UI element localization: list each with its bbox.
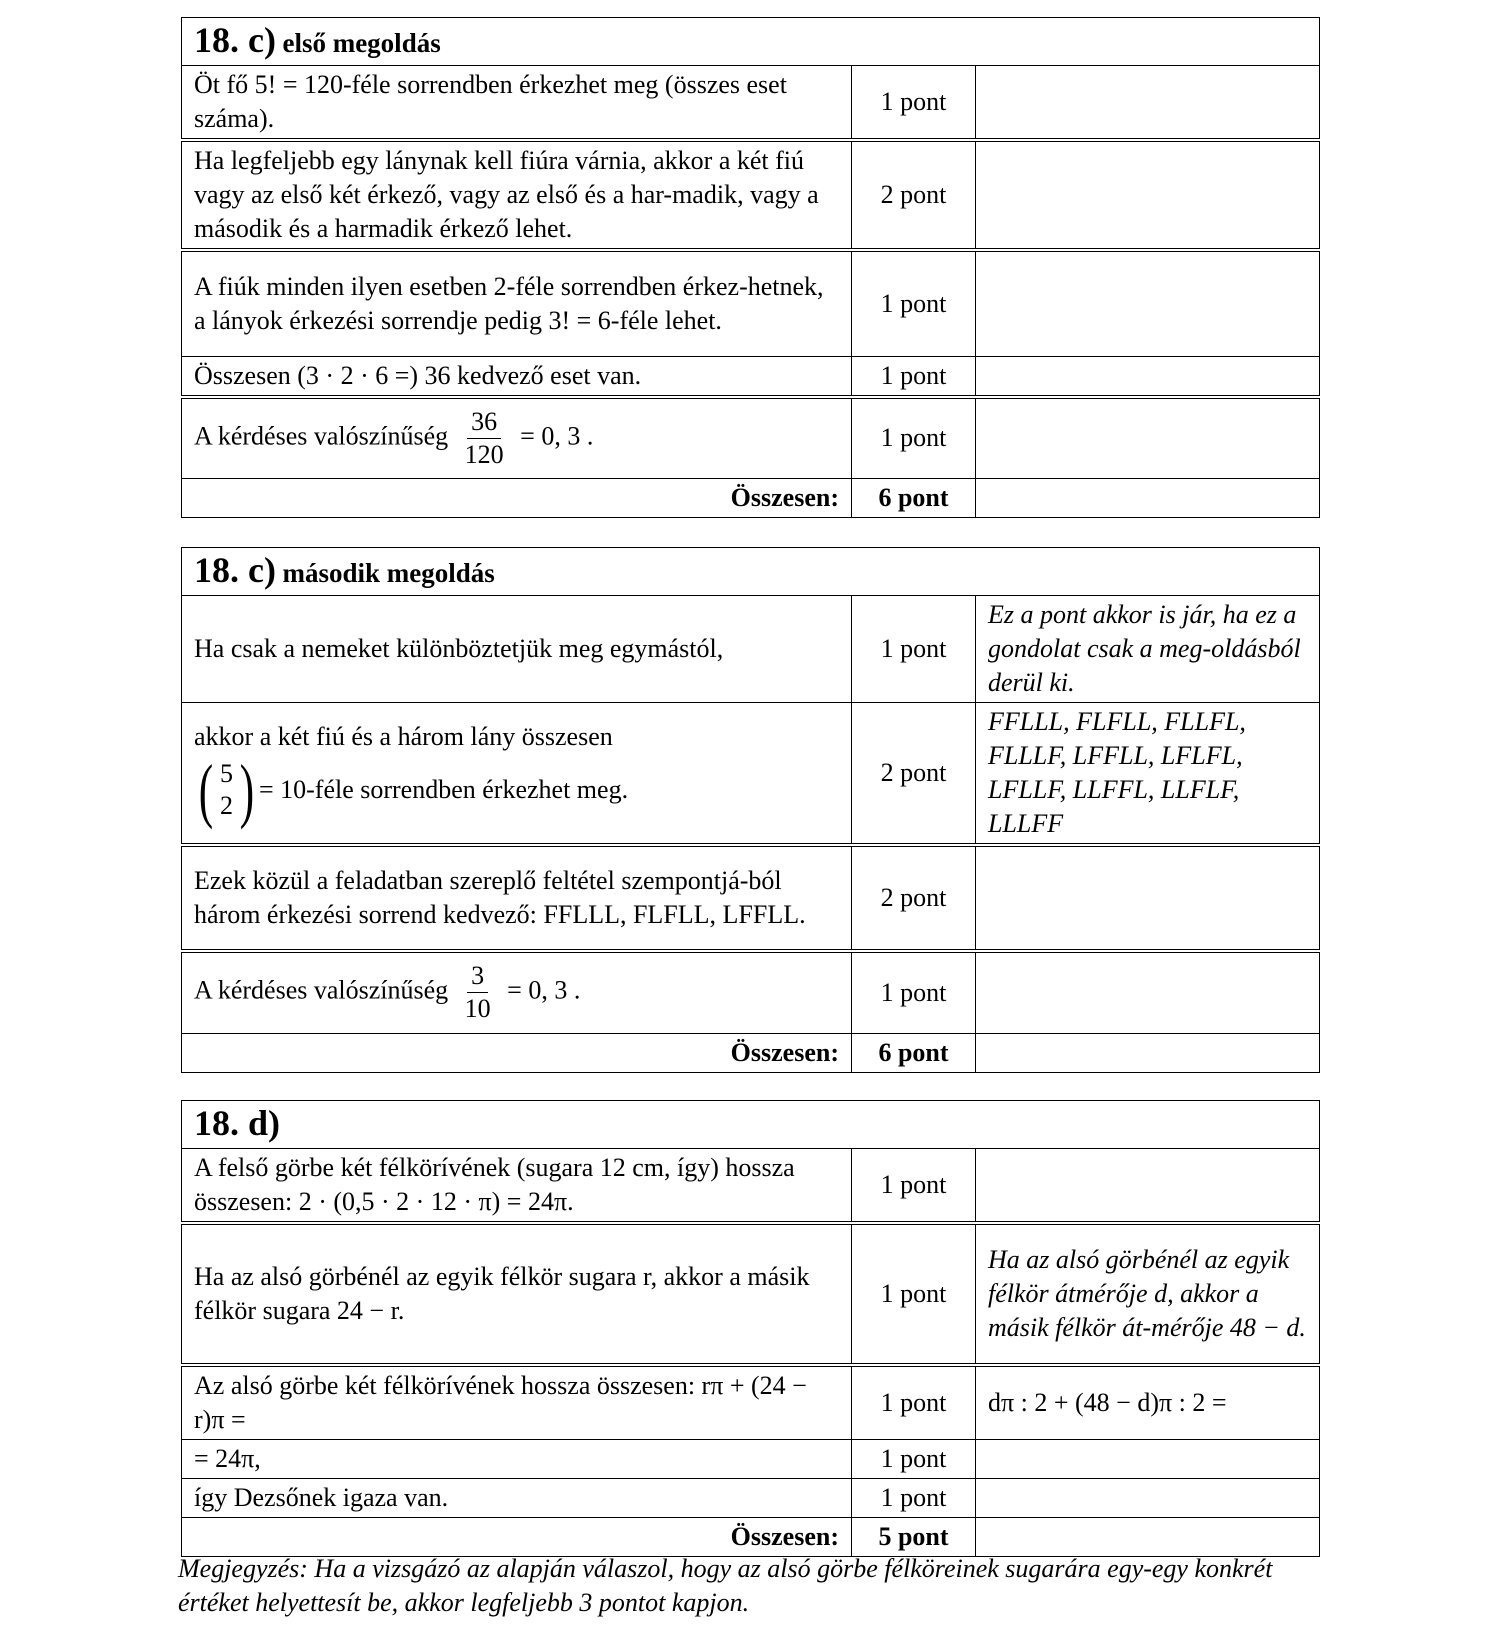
solution-step: Az alsó görbe két félkörívének hossza összesen: rπ + (24 − r)π = (182, 1365, 852, 1440)
section-title: második megoldás (282, 557, 495, 588)
section-18c-second-table (181, 547, 1320, 1073)
step-points: 1 pont (852, 1223, 976, 1365)
probability-step (182, 951, 852, 1033)
fraction-numerator: 36 (467, 406, 501, 439)
total-note (976, 479, 1320, 518)
step-note (976, 250, 1320, 356)
solution-step: A felső görbe két félkörívének (sugara 12 cm, így) hossza összesen: 2 · (0,5 · 2 · 12 · π) = 24π. (182, 1149, 852, 1224)
step-points: 1 pont (852, 951, 976, 1033)
binomial-result: = 10-féle sorrendben érkezhet meg. (258, 775, 629, 804)
probability-prefix: A kérdéses valószínűség (194, 421, 449, 451)
total-label: Összesen: (182, 1033, 852, 1072)
binomial-bottom: 2 (219, 791, 233, 820)
step-points: 1 pont (852, 250, 976, 356)
total-points: 5 pont (852, 1518, 976, 1557)
probability-result: = 0, 3 . (520, 421, 594, 451)
fraction-numerator: 3 (467, 960, 488, 993)
solution-step: = 24π, (182, 1440, 852, 1479)
binomial-values (220, 758, 233, 822)
total-note (976, 1518, 1320, 1557)
task-number: 18. c) (194, 19, 276, 60)
probability-prefix: A kérdéses valószínűség (194, 975, 449, 1005)
section-18d-table (181, 1100, 1320, 1557)
step-note (976, 845, 1320, 951)
step-note: dπ : 2 + (48 − d)π : 2 = (976, 1365, 1320, 1440)
fraction-denominator: 120 (464, 439, 504, 469)
step-points: 1 pont (852, 356, 976, 397)
solution-step: így Dezsőnek igaza van. (182, 1479, 852, 1518)
solution-step: Ha legfeljebb egy lánynak kell fiúra várnia, akkor a két fiú vagy az első két érkező, vagy az első és a har-madik, vagy a második és a harmadik érkező lehet. (182, 140, 852, 250)
step-points: 2 pont (852, 140, 976, 250)
section-18c-first-table (181, 17, 1320, 518)
total-label: Összesen: (182, 1518, 852, 1557)
probability-result: = 0, 3 . (507, 975, 581, 1005)
step-points: 1 pont (852, 1365, 976, 1440)
binomial-line (194, 750, 839, 830)
solution-step: Ha csak a nemeket különböztetjük meg egymástól, (182, 596, 852, 703)
step-note (976, 66, 1320, 141)
total-note (976, 1033, 1320, 1072)
solution-step: Ha az alsó görbénél az egyik félkör sugara r, akkor a másik félkör sugara 24 − r. (182, 1223, 852, 1365)
probability-fraction (461, 406, 508, 471)
step-points: 2 pont (852, 845, 976, 951)
right-paren: ) (239, 750, 255, 830)
step-note (976, 951, 1320, 1033)
section-header (182, 1101, 1320, 1149)
task-number: 18. d) (194, 1102, 281, 1143)
step-note: FFLLL, FLFLL, FLLFL, FLLLF, LFFLL, LFLFL, LFLLF, LLFFL, LLFLF, LLLFF (976, 703, 1320, 846)
step-note (976, 1149, 1320, 1224)
binomial-intro: akkor a két fiú és a három lány összesen (194, 722, 613, 751)
section-header (182, 548, 1320, 596)
step-points: 1 pont (852, 66, 976, 141)
left-paren: ( (198, 750, 214, 830)
solution-step: Öt fő 5! = 120-féle sorrendben érkezhet meg (összes eset száma). (182, 66, 852, 141)
solution-step: A fiúk minden ilyen esetben 2-féle sorrendben érkez-hetnek, a lányok érkezési sorrendje pedig 3! = 6-féle lehet. (182, 250, 852, 356)
section-header (182, 18, 1320, 66)
total-label: Összesen: (182, 479, 852, 518)
solution-step: Ezek közül a feladatban szereplő feltétel szempontjá-ból három érkezési sorrend kedvező: FFLLL, FLFLL, LFFLL. (182, 845, 852, 951)
step-note (976, 1440, 1320, 1479)
step-points: 1 pont (852, 397, 976, 479)
probability-step (182, 397, 852, 479)
step-points: 1 pont (852, 596, 976, 703)
step-note: Ez a pont akkor is jár, ha ez a gondolat csak a meg-oldásból derül ki. (976, 596, 1320, 703)
total-points: 6 pont (852, 1033, 976, 1072)
step-note: Ha az alsó görbénél az egyik félkör átmérője d, akkor a másik félkör át-mérője 48 − d. (976, 1223, 1320, 1365)
step-note (976, 140, 1320, 250)
solution-step: Összesen (3 · 2 · 6 =) 36 kedvező eset van. (182, 356, 852, 397)
step-points: 2 pont (852, 703, 976, 846)
probability-fraction (461, 960, 495, 1025)
step-note (976, 397, 1320, 479)
step-points: 1 pont (852, 1479, 976, 1518)
step-points: 1 pont (852, 1440, 976, 1479)
step-points: 1 pont (852, 1149, 976, 1224)
binomial-step (182, 703, 852, 846)
step-note (976, 356, 1320, 397)
total-points: 6 pont (852, 479, 976, 518)
step-note (976, 1479, 1320, 1518)
binomial-top: 5 (219, 759, 233, 788)
binomial-coefficient (194, 750, 259, 830)
section-title: első megoldás (282, 27, 441, 58)
footnote: Megjegyzés: Ha a vizsgázó az alapján válaszol, hogy az alsó görbe félköreinek sugarára egy-egy konkrét értéket helyettesít be, akkor legfeljebb 3 pontot kapjon. (178, 1554, 1273, 1617)
task-number: 18. c) (194, 549, 276, 590)
fraction-denominator: 10 (464, 994, 491, 1024)
